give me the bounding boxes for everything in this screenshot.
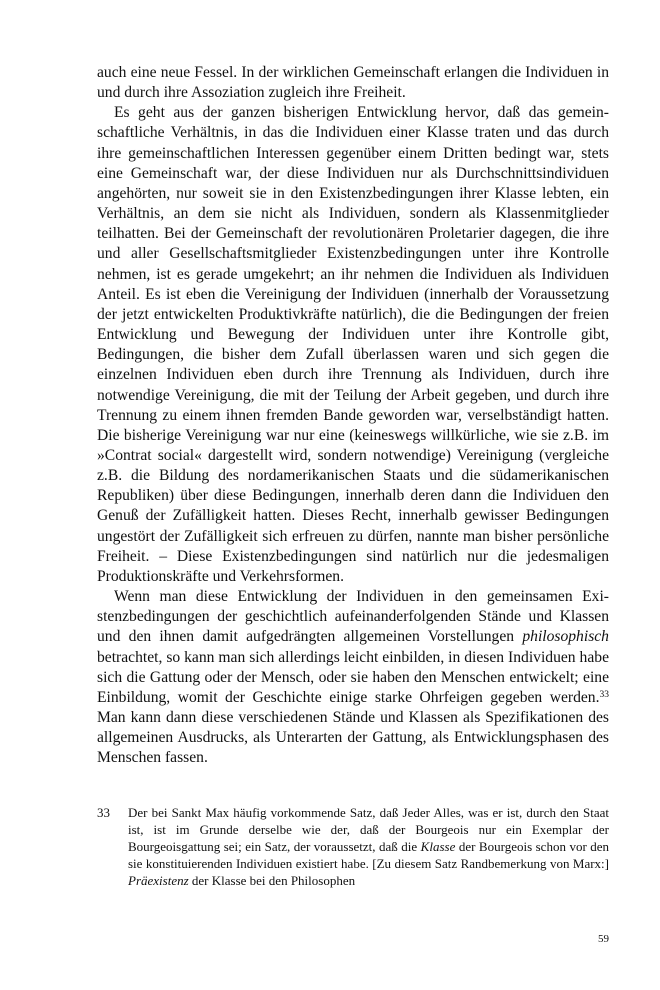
main-text [97,63,609,768]
footnote-reference[interactable]: 33 [599,689,609,700]
paragraph-text-segment: betrachtet, so kann man sich allerdings leicht einbilden, in diesen Individuen habe sich die Gattung oder der Mensch, oder sie haben den Menschen entwickelt; eine Einbildung, womit der Geschichte einige starke Ohrfeigen gegeben werden. [97,648,609,706]
paragraph-continued: auch eine neue Fessel. In der wirklichen Gemeinschaft erlangen die Individuen in und durch ihre Assoziation zugleich ihre Freiheit. [97,64,609,102]
footnote-text [128,804,609,889]
footnote-text-segment: der Klasse bei den Philosophen [191,873,356,888]
emphasis-praeexistenz: Präexistenz [128,873,189,888]
footnote-text-segment: der Bourgeois schon vor den sie konstituierenden Individuen existiert habe. [Zu diesem Satz Randbemerkung von Marx:] [128,839,610,871]
paragraph-gemeinschaft: Es geht aus der ganzen bisherigen Entwicklung hervor, daß das gemeinschaftliche Verhältnis, in das die Individuen einer Klasse traten und das durch ihre gemeinschaftlichen Interessen gegenüber einem Dritten bedingt war, stets eine Gemeinschaft war, der diese Individuen nur als Durchschnittsindividuen angehörten, nur soweit sie in den Existenzbedingungen ihrer Klasse lebten, ein Verhältnis, an dem sie nicht als Individuen, sondern als Klassenmitglieder teilhatten. Bei der Gemeinschaft der revolutionären Proletarier dagegen, die ihre und aller Gesellschaftsmitglieder Existenzbedingungen unter ihre Kontrolle nehmen, ist es gerade umgekehrt; an ihr nehmen die Individuen als Individuen Anteil. Es ist eben die Vereinigung der Individuen (innerhalb der Voraussetzung der jetzt entwickelten Produktivkräfte natürlich), die die Bedingungen der freien Entwicklung und Bewegung der Individuen unter ihre Kontrolle gibt, Bedingungen, die bisher dem Zufall überlassen waren und sich gegen die einzelnen Individuen eben durch ihre Trennung als Individuen, durch ihre notwendige Vereinigung, die mit der Teilung der Arbeit gegeben, und durch ihre Trennung zu einem ihnen fremden Bande geworden war, verselbständigt hatten. Die bisherige Vereinigung war nur eine (keineswegs willkürliche, wie sie z.B. im »Contrat social« dargestellt wird, sondern notwendige) Vereinigung (vergleiche z.B. die Bildung des nordamerikanischen Staats und die südamerikanischen Republiken) über diese Bedingungen, innerhalb deren dann die Individuen den Genuß der Zufälligkeit hatten. Dieses Recht, innerhalb gewisser Bedingungen ungestört der Zufälligkeit sich erfreuen zu dürfen, nannte man bisher persönliche Freiheit. – Diese Existenzbedingungen sind natürlich nur die jedesmaligen Produktionskräfte und Verkehrsformen. [97,104,609,585]
footnote [97,804,609,889]
paragraph-entwicklung [97,587,609,768]
footnote-number: 33 [97,805,110,820]
paragraph-text-segment: Man kann dann diese verschiedenen Stände und Klassen als Spezifikationen des allgemeinen Ausdrucks, als Unterarten der Gattung, als Entwicklungsphasen des Menschen fassen. [97,709,609,767]
emphasis-philosophisch: philosophisch [522,628,609,646]
page-number: 59 [598,933,609,945]
emphasis-klasse: Klasse [420,839,456,854]
footnote-text-segment: Der bei Sankt Max häufig vorkommende Satz, daß Jeder Alles, was er ist, durch den Staat ist, ist im Grunde derselbe wie der, daß der Bourgeois nur ein Exemplar der Bourgeoisgattung sei; ein Satz, der voraussetzt, daß die [128,805,609,854]
paragraph-text-segment: Wenn man diese Entwicklung der Individuen in den gemeinsamen Existenzbedingungen der geschichtlich aufeinanderfolgenden Stände und Klassen und den ihnen damit aufgedrängten allgemeinen Vorstellungen [97,588,609,646]
